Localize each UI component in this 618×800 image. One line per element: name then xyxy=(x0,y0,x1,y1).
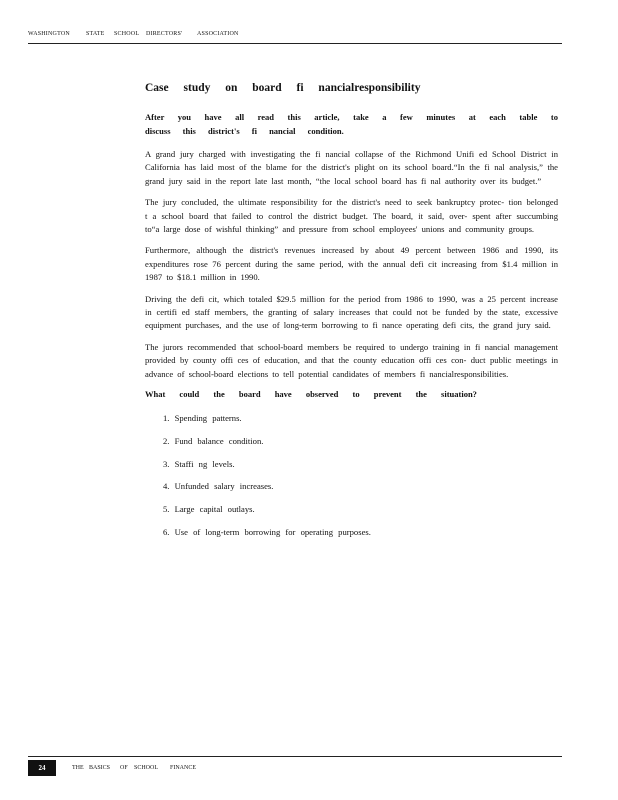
header-word: ASSOCIATION xyxy=(197,31,239,37)
header-word: STATE xyxy=(86,31,105,37)
header-word: WASHINGTON xyxy=(28,31,70,37)
list-item: 3. Staffi ng levels. xyxy=(163,458,235,469)
discussion-question: What could the board have observed to prevent the situation? xyxy=(145,389,477,400)
list-item: 4. Unfunded salary increases. xyxy=(163,481,274,492)
paragraph: The jurors recommended that school-board members be required to undergo training in fi nancial management provided by county offi ces of education, and that the county education offi ces con- duct public meetings in advance of school-board elections to tell potential candidates of members fi nancialresponsibilities. xyxy=(145,341,558,379)
paragraph: Furthermore, although the district's revenues increased by about 49 percent between 1986 and 1990, its expenditures rose 76 percent during the same period, with the annual defi cit increasing from $1.4 million in 1987 to $18.1 million in 1990. xyxy=(145,245,558,283)
header-word: DIRECTORS' xyxy=(146,31,183,37)
paragraph: A grand jury charged with investigating the fi nancial collapse of the Richmond Unifi ed School District in California has laid most of the blame for the district's plight on its school board.“In the fi nal analysis,” the grand jury said in the report late last month, “the local school board has fi nal authority over its budget.” xyxy=(145,149,558,186)
answer-list xyxy=(145,413,558,537)
footer-word: OF xyxy=(120,765,128,771)
list-item: 1. Spending patterns. xyxy=(163,413,242,424)
footer-word: THE xyxy=(72,765,84,771)
footer-word: FINANCE xyxy=(170,765,197,771)
list-item: 6. Use of long-term borrowing for operating purposes. xyxy=(163,527,371,538)
article-lead: After you have all read this article, take a few minutes at each table to discuss this district's fi nancial condition. xyxy=(145,112,558,136)
header-word: SCHOOL xyxy=(114,31,140,37)
list-item: 5. Large capital outlays. xyxy=(163,504,255,515)
paragraph: The jury concluded, the ultimate responsibility for the district's need to seek bankruptcy protec- tion belonged t a school board that failed to control the district budget. The board, it said, over- spent after succumbing to“a large dose of wishful thinking” and pressure from school employees' unions and community groups. xyxy=(145,197,558,235)
paragraph: Driving the defi cit, which totaled $29.5 million for the period from 1986 to 1990, was a 25 percent increase in certifi ed staff members, the granting of salary increases that could not be funded by the state, excessive equipment purchases, and the use of long-term borrowing to fi nance operating defi cits, the grand jury said. xyxy=(145,293,558,331)
article-title: Case study on board fi nancialresponsibility xyxy=(145,82,421,94)
list-item: 2. Fund balance condition. xyxy=(163,435,264,446)
footer-word: BASICS xyxy=(89,765,111,771)
footer-divider xyxy=(28,756,562,757)
header-divider xyxy=(28,43,562,44)
article-body xyxy=(145,82,558,550)
footer-word: SCHOOL xyxy=(134,765,159,771)
page-number: 24 xyxy=(28,760,56,776)
